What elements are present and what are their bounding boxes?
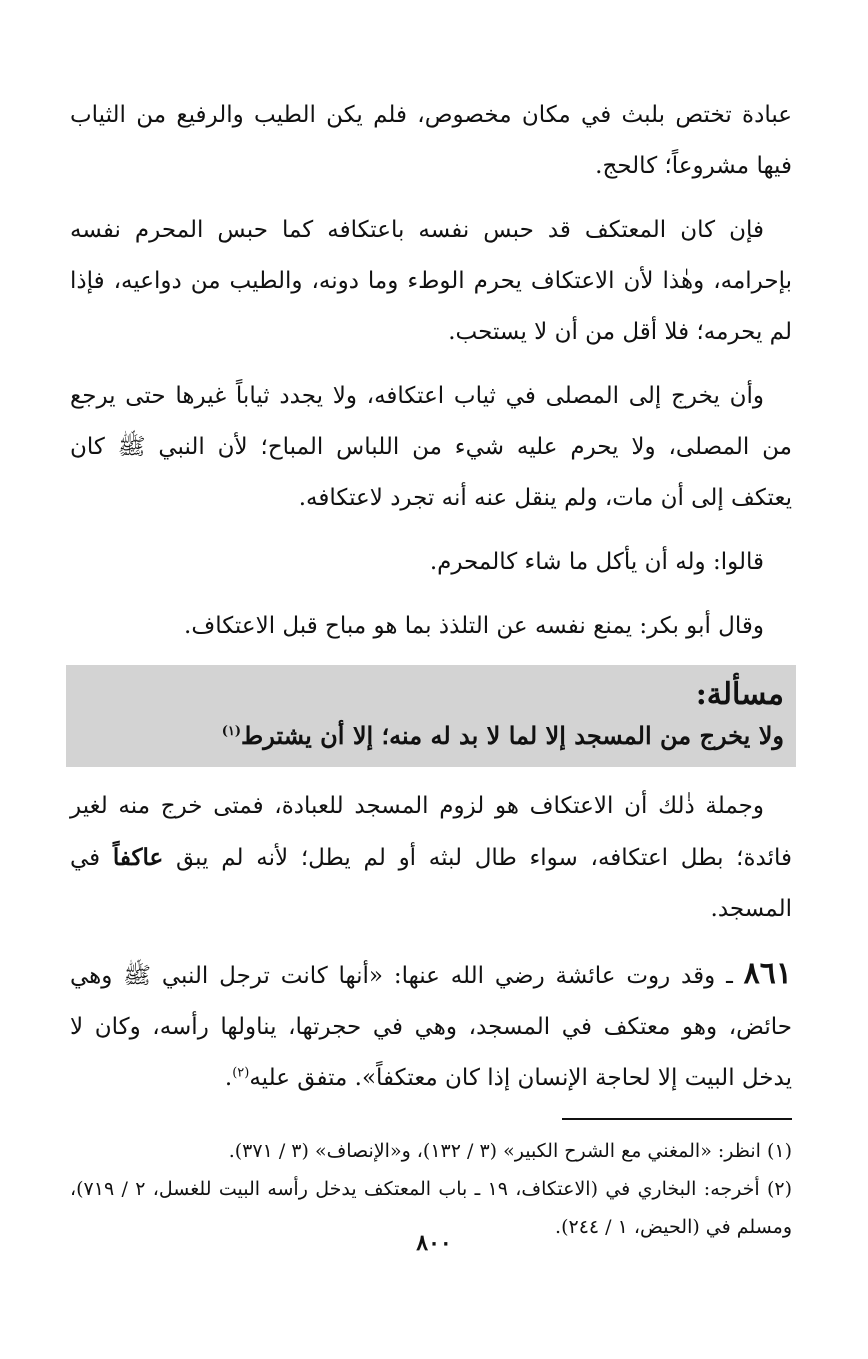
hadith-end: . <box>224 1065 233 1091</box>
issue-heading: مسألة: <box>695 677 784 712</box>
issue-box <box>66 665 796 767</box>
footnote-divider <box>562 1118 792 1120</box>
page-number: ٨٠٠ <box>416 1230 452 1256</box>
paragraph-1: عبادة تختص بلبث في مكان مخصوص، فلم يكن الطيب والرفيع من الثياب فيها مشروعاً؛ كالحج. <box>70 102 792 179</box>
footnote-ref-1: (١) <box>221 724 242 739</box>
issue-text: ولا يخرج من المسجد إلا لما لا بد له منه؛ إلا أن يشترط <box>241 721 784 750</box>
paragraph-2: فإن كان المعتكف قد حبس نفسه باعتكافه كما حبس المحرم نفسه بإحرامه، وهٰذا لأن الاعتكاف يحرم الوطء وما دونه، والطيب من دواعيه، فإذا لم يحرمه؛ فلا أقل من أن لا يستحب. <box>70 217 792 345</box>
hadith-number: ٨٦١ <box>743 956 792 991</box>
paragraph-5: وقال أبو بكر: يمنع نفسه عن التلذذ بما هو مباح قبل الاعتكاف. <box>184 613 764 639</box>
footnote-1: (١) انظر: «المغني مع الشرح الكبير» (٣ / ١٣٢)، و«الإنصاف» (٣ / ٣٧١). <box>228 1140 792 1162</box>
footnote-2: (٢) أخرجه: البخاري في (الاعتكاف، ١٩ ـ باب المعتكف يدخل رأسه البيت للغسل، ٢ / ٧١٩)، ومسلم في (الحيض، ١ / ٢٤٤). <box>70 1178 793 1238</box>
paragraph-6-bold: عاكفاً <box>112 844 164 871</box>
paragraph-6-after: في المسجد. <box>70 845 792 922</box>
paragraph-4: قالوا: وله أن يأكل ما شاء كالمحرم. <box>429 549 764 575</box>
paragraph-6-before: وجملة ذٰلك أن الاعتكاف هو لزوم المسجد للعبادة، فمتى خرج منه لغير فائدة؛ بطل اعتكافه، سواء طال لبثه أو لم يطل؛ لأنه لم يبق <box>70 793 793 871</box>
hadith-text: ـ وقد روت عائشة رضي الله عنها: «أنها كانت ترجل النبي ﷺ وهي حائض، وهو معتكف في المسجد، وهي في حجرتها، يناولها رأسه، وكان لا يدخل البيت إلا لحاجة الإنسان إذا كان معتكفاً». متفق عليه <box>70 963 792 1091</box>
paragraph-3: وأن يخرج إلى المصلى في ثياب اعتكافه، ولا يجدد ثياباً غيرها حتى يرجع من المصلى، ولا يحرم عليه شيء من اللباس المباح؛ لأن النبي ﷺ كان يعتكف إلى أن مات، ولم ينقل عنه أنه تجرد لاعتكافه. <box>70 383 792 511</box>
page-body <box>70 90 792 1246</box>
hadith-paragraph <box>70 948 792 1104</box>
footnote-ref-2: (٢) <box>232 1065 250 1081</box>
issue-text-line <box>78 715 784 757</box>
paragraph-6 <box>70 781 792 935</box>
